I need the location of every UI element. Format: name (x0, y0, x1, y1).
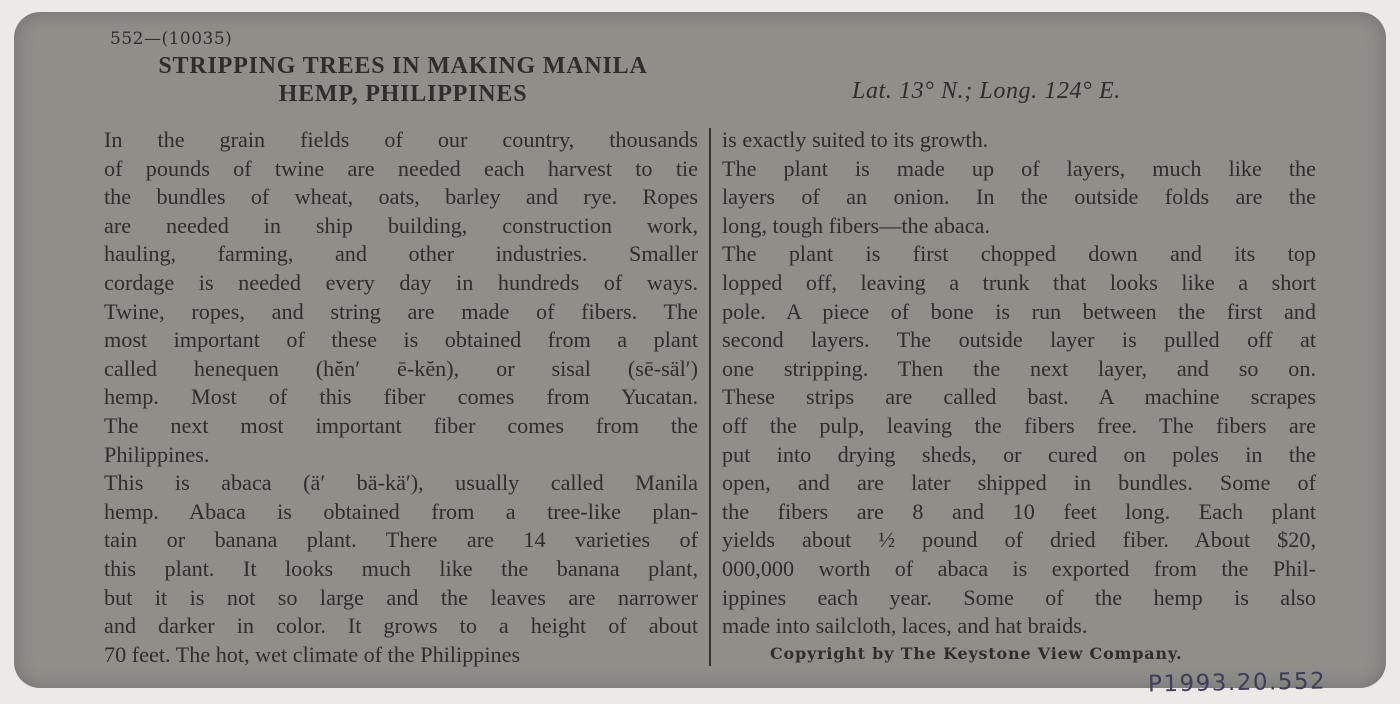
text-line: In the grain fields of our country, thousands (104, 127, 698, 152)
text-line: one stripping. Then the next layer, and so on. (722, 355, 1316, 381)
text-line: The plant is made up of layers, much like the (722, 155, 1316, 181)
text-line: hemp. Abaca is obtained from a tree-like plan- (104, 498, 698, 524)
text-line: off the pulp, leaving the fibers free. The fibers are (722, 412, 1316, 438)
text-line: but it is not so large and the leaves are narrower (104, 584, 698, 610)
text-line: lopped off, leaving a trunk that looks like a short (722, 269, 1316, 295)
text-line: ippines each year. Some of the hemp is also (722, 584, 1316, 610)
left-text-column (104, 126, 698, 669)
column-divider (709, 128, 711, 666)
text-line: Twine, ropes, and string are made of fibers. The (104, 298, 698, 324)
text-line: long, tough fibers—the abaca. (722, 212, 991, 238)
text-line: This is abaca (ä′ bä-kä′), usually called Manila (104, 470, 698, 496)
catalog-number: 552—(10035) (110, 29, 233, 49)
text-line: hemp. Most of this fiber comes from Yucatan. (104, 384, 698, 410)
text-line: and darker in color. It grows to a height of about (104, 613, 698, 639)
text-line: Philippines. (104, 441, 210, 467)
text-line: The next most important fiber comes from the (104, 412, 698, 438)
copyright-notice: Copyright by The Keystone View Company. (770, 644, 1183, 663)
text-line: of pounds of twine are needed each harvest to tie (104, 155, 698, 181)
text-line: These strips are called bast. A machine scrapes (722, 384, 1316, 410)
text-line: most important of these is obtained from a plant (104, 327, 698, 353)
text-line: pole. A piece of bone is run between the first and (722, 298, 1316, 324)
title-line-2: HEMP, PHILIPPINES (278, 81, 528, 107)
stereograph-card-back (14, 12, 1386, 698)
text-line: are needed in ship building, construction work, (104, 212, 698, 238)
text-line: The plant is first chopped down and its top (722, 241, 1316, 267)
text-line: layers of an onion. In the outside folds are the (722, 184, 1316, 210)
text-line: open, and are later shipped in bundles. Some of (722, 470, 1316, 496)
text-line: the fibers are 8 and 10 feet long. Each plant (722, 498, 1316, 524)
card-title (106, 52, 700, 108)
text-line: hauling, farming, and other industries. Smaller (104, 241, 698, 267)
text-line: yields about ½ pound of dried fiber. About $20, (722, 527, 1316, 553)
accession-number-handwritten: P1993.20.552 (1147, 668, 1327, 698)
text-line: made into sailcloth, laces, and hat braids. (722, 613, 1088, 639)
text-line: 000,000 worth of abaca is exported from the Phil- (722, 555, 1316, 581)
text-line: is exactly suited to its growth. (722, 127, 989, 152)
text-line: 70 feet. The hot, wet climate of the Philippines (104, 641, 521, 667)
title-line-1: STRIPPING TREES IN MAKING MANILA (158, 53, 648, 79)
text-line: called henequen (hĕn′ ē-kĕn), or sisal (sē-säl′) (104, 355, 698, 381)
coordinates: Lat. 13° N.; Long. 124° E. (852, 78, 1121, 104)
text-line: cordage is needed every day in hundreds of ways. (104, 269, 698, 295)
text-line: put into drying sheds, or cured on poles in the (722, 441, 1316, 467)
text-line: the bundles of wheat, oats, barley and rye. Ropes (104, 184, 698, 210)
text-line: this plant. It looks much like the banana plant, (104, 555, 698, 581)
right-text-column (722, 126, 1316, 641)
text-line: tain or banana plant. There are 14 varieties of (104, 527, 698, 553)
text-line: second layers. The outside layer is pulled off at (722, 327, 1316, 353)
